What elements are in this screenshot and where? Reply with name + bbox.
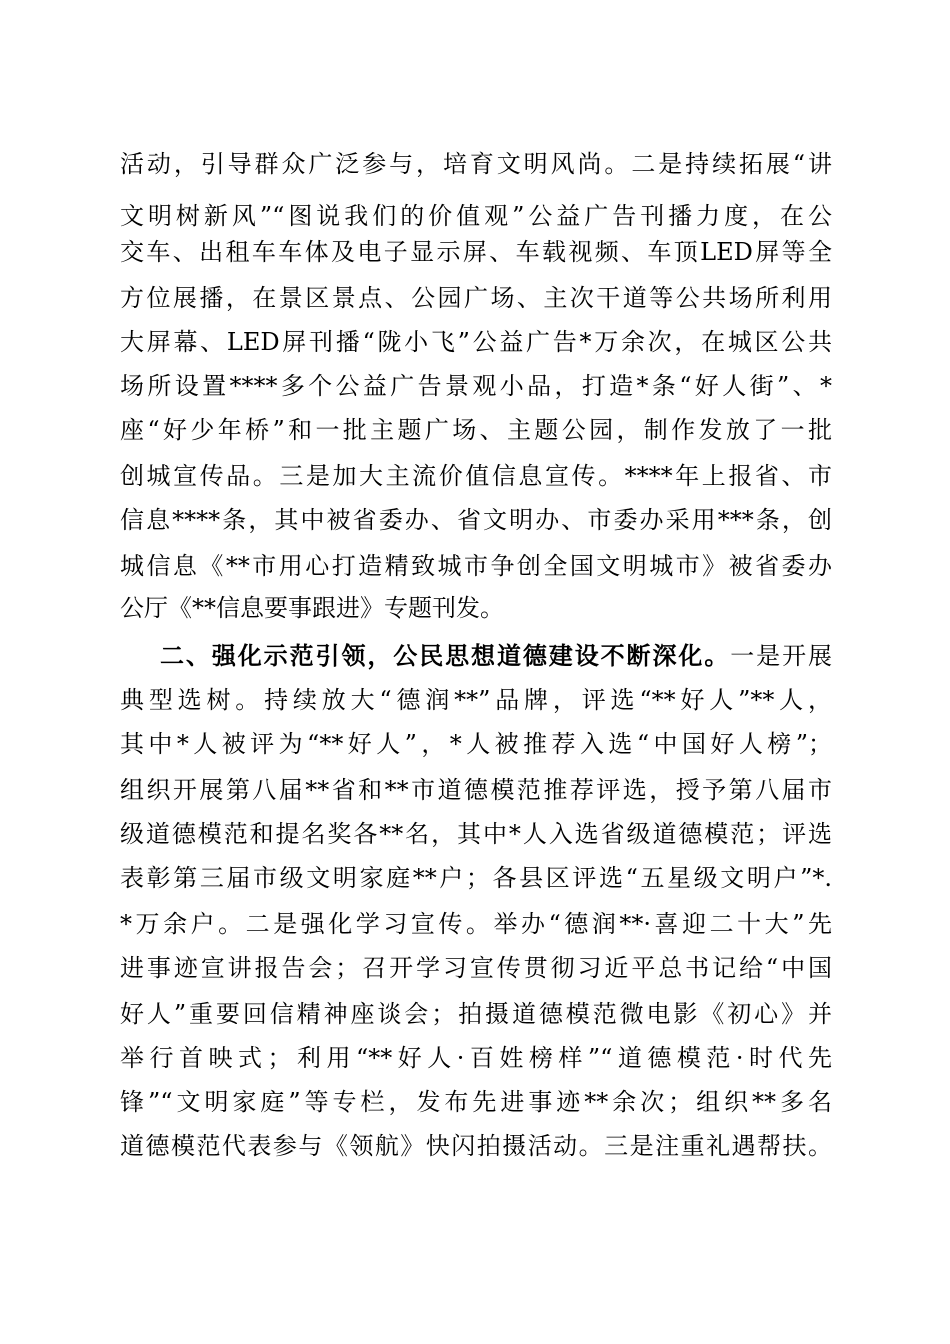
paragraph-line: 城信息《**市用心打造精致城市争创全国文明城市》被省委办 [120, 552, 832, 580]
paragraph-line: *万余户。二是强化学习宣传。举办“德润**·喜迎二十大”先 [120, 910, 832, 938]
paragraph-line: 道德模范代表参与《领航》快闪拍摄活动。三是注重礼遇帮扶。 [120, 1132, 832, 1160]
paragraph-line: 级道德模范和提名奖各**名，其中*人入选省级道德模范；评选 [120, 820, 832, 848]
paragraph-line: 表彰第三届市级文明家庭**户；各县区评选“五星级文明户”*. [120, 864, 832, 892]
paragraph-line: 组织开展第八届**省和**市道德模范推荐评选，授予第八届市 [120, 776, 832, 804]
section-heading-line [160, 636, 832, 676]
paragraph-line: 举行首映式；利用“**好人·百姓榜样”“道德模范·时代先 [120, 1044, 832, 1072]
paragraph-line: 活动，引导群众广泛参与，培育文明风尚。二是持续拓展“讲 [120, 150, 832, 178]
paragraph-line: 其中*人被评为“**好人”，*人被推荐入选“中国好人榜”； [120, 730, 832, 758]
paragraph-line: 创城宣传品。三是加大主流价值信息宣传。****年上报省、市 [120, 462, 832, 490]
paragraph-line: 公厅《**信息要事跟进》专题刊发。 [120, 594, 504, 622]
paragraph-line: 好人”重要回信精神座谈会；拍摄道德模范微电影《初心》并 [120, 1000, 832, 1028]
paragraph-line: 大屏幕、LED屏刊播“陇小飞”公益广告*万余次，在城区公共 [120, 328, 832, 356]
paragraph-line: 文明树新风”“图说我们的价值观”公益广告刊播力度，在公 [120, 202, 832, 230]
paragraph-line: 进事迹宣讲报告会；召开学习宣传贯彻习近平总书记给“中国 [120, 954, 832, 982]
paragraph-line: 方位展播，在景区景点、公园广场、主次干道等公共场所利用 [120, 284, 832, 312]
section-heading-rest: 一是开展 [730, 642, 833, 670]
section-heading: 二、强化示范引领，公民思想道德建设不断深化。 [160, 641, 731, 670]
paragraph-line: 交车、出租车车体及电子显示屏、车载视频、车顶LED屏等全 [120, 238, 832, 266]
paragraph-line: 座“好少年桥”和一批主题广场、主题公园，制作发放了一批 [120, 416, 832, 444]
paragraph-line: 场所设置****多个公益广告景观小品，打造*条“好人街”、* [120, 372, 832, 400]
paragraph-line: 信息****条，其中被省委办、省文明办、市委办采用***条，创 [120, 506, 832, 534]
paragraph-line: 锋”“文明家庭”等专栏，发布先进事迹**余次；组织**多名 [120, 1088, 832, 1116]
paragraph-line: 典型选树。持续放大“德润**”品牌，评选“**好人”**人， [120, 686, 832, 714]
